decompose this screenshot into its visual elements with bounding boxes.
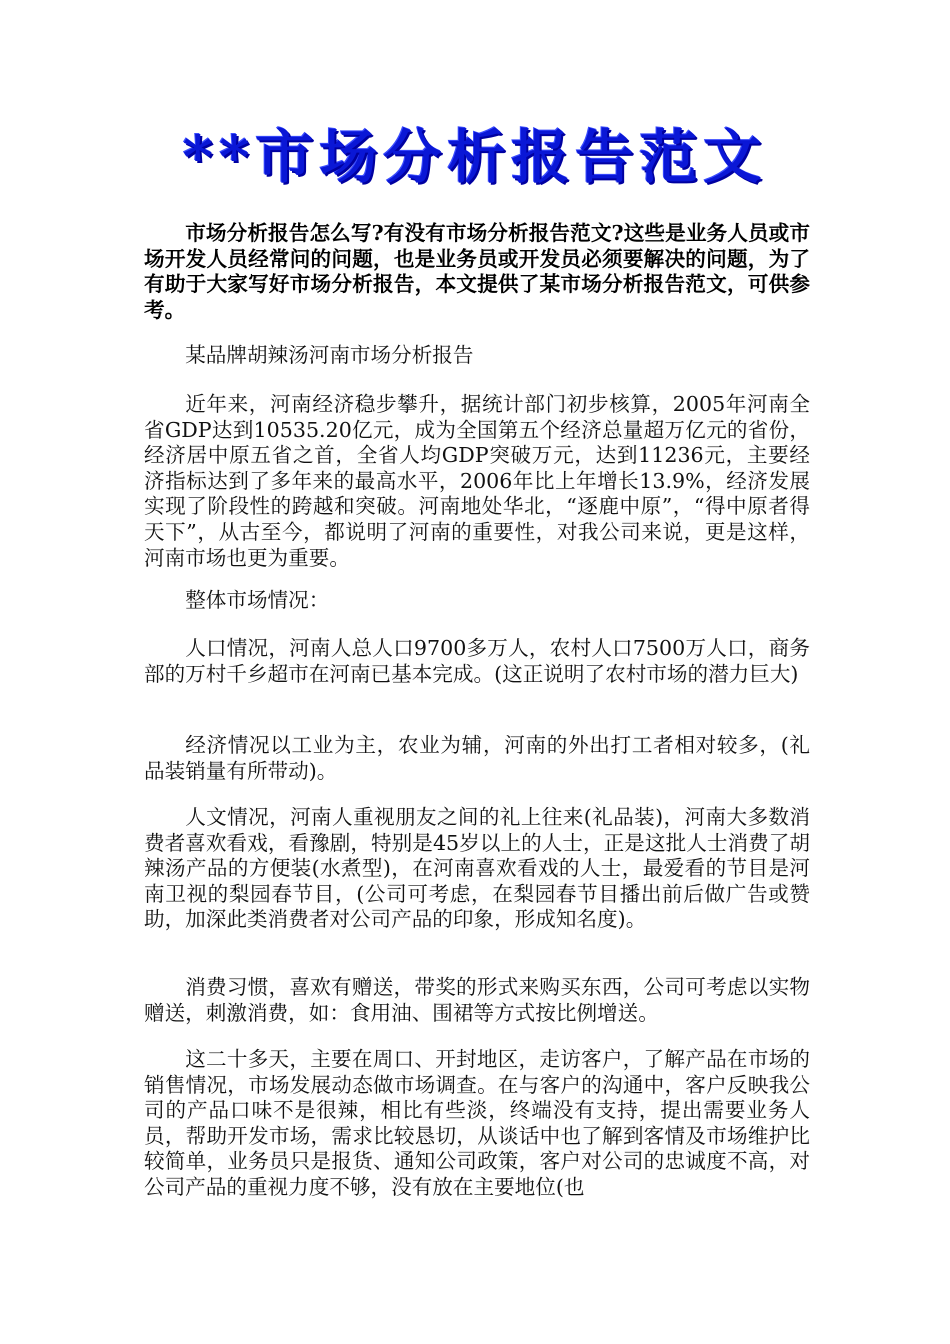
paragraph-population: 人口情况，河南人总人口9700多万人，农村人口7500万人口，商务部的万村千乡超市在河南已基本完成。(这正说明了农村市场的潜力巨大) xyxy=(144,636,810,686)
paragraph-economy: 经济情况以工业为主，农业为辅，河南的外出打工者相对较多，(礼品装销量有所带动)。 xyxy=(144,733,810,783)
document-title: **市场分析报告范文 xyxy=(182,123,768,191)
paragraph-economy-overview: 近年来，河南经济稳步攀升，据统计部门初步核算，2005年河南全省GDP达到10535.20亿元，成为全国第五个经济总量超万亿元的省份，经济居中原五省之首，全省人均GDP突破万元，达到11236元，主要经济指标达到了多年来的最高水平，2006年比上年增长13.9%，经济发展实现了阶段性的跨越和突破。河南地处华北，“逐鹿中原”，“得中原者得天下”，从古至今，都说明了河南的重要性，对我公司来说，更是这样，河南市场也更为重要。 xyxy=(144,392,810,570)
section-heading-market: 整体市场情况： xyxy=(185,588,330,612)
intro-paragraph: 市场分析报告怎么写?有没有市场分析报告范文?这些是业务人员或市场开发人员经常问的问题，也是业务员或开发员必须要解决的问题，为了有助于大家写好市场分析报告，本文提供了某市场分析报告范文，可供参考。 xyxy=(144,221,810,322)
paragraph-habits: 消费习惯，喜欢有赠送，带奖的形式来购买东西，公司可考虑以实物赠送，刺激消费，如：食用油、围裙等方式按比例增送。 xyxy=(144,975,810,1025)
paragraph-culture: 人文情况，河南人重视朋友之间的礼上往来(礼品装)，河南大多数消费者喜欢看戏，看豫剧，特别是45岁以上的人士，正是这批人士消费了胡辣汤产品的方便装(水煮型)，在河南喜欢看戏的人士，最爱看的节目是河南卫视的梨园春节目，(公司可考虑，在梨园春节目播出前后做广告或赞助，加深此类消费者对公司产品的印象，形成知名度)。 xyxy=(144,805,810,932)
report-subtitle: 某品牌胡辣汤河南市场分析报告 xyxy=(185,343,474,367)
paragraph-field-visit: 这二十多天，主要在周口、开封地区，走访客户，了解产品在市场的销售情况，市场发展动态做市场调查。在与客户的沟通中，客户反映我公司的产品口味不是很辣，相比有些淡，终端没有支持，提出需要业务人员，帮助开发市场，需求比较恳切，从谈话中也了解到客情及市场维护比较简单，业务员只是报货、通知公司政策，客户对公司的忠诚度不高，对公司产品的重视力度不够，没有放在主要地位(也 xyxy=(144,1047,810,1199)
